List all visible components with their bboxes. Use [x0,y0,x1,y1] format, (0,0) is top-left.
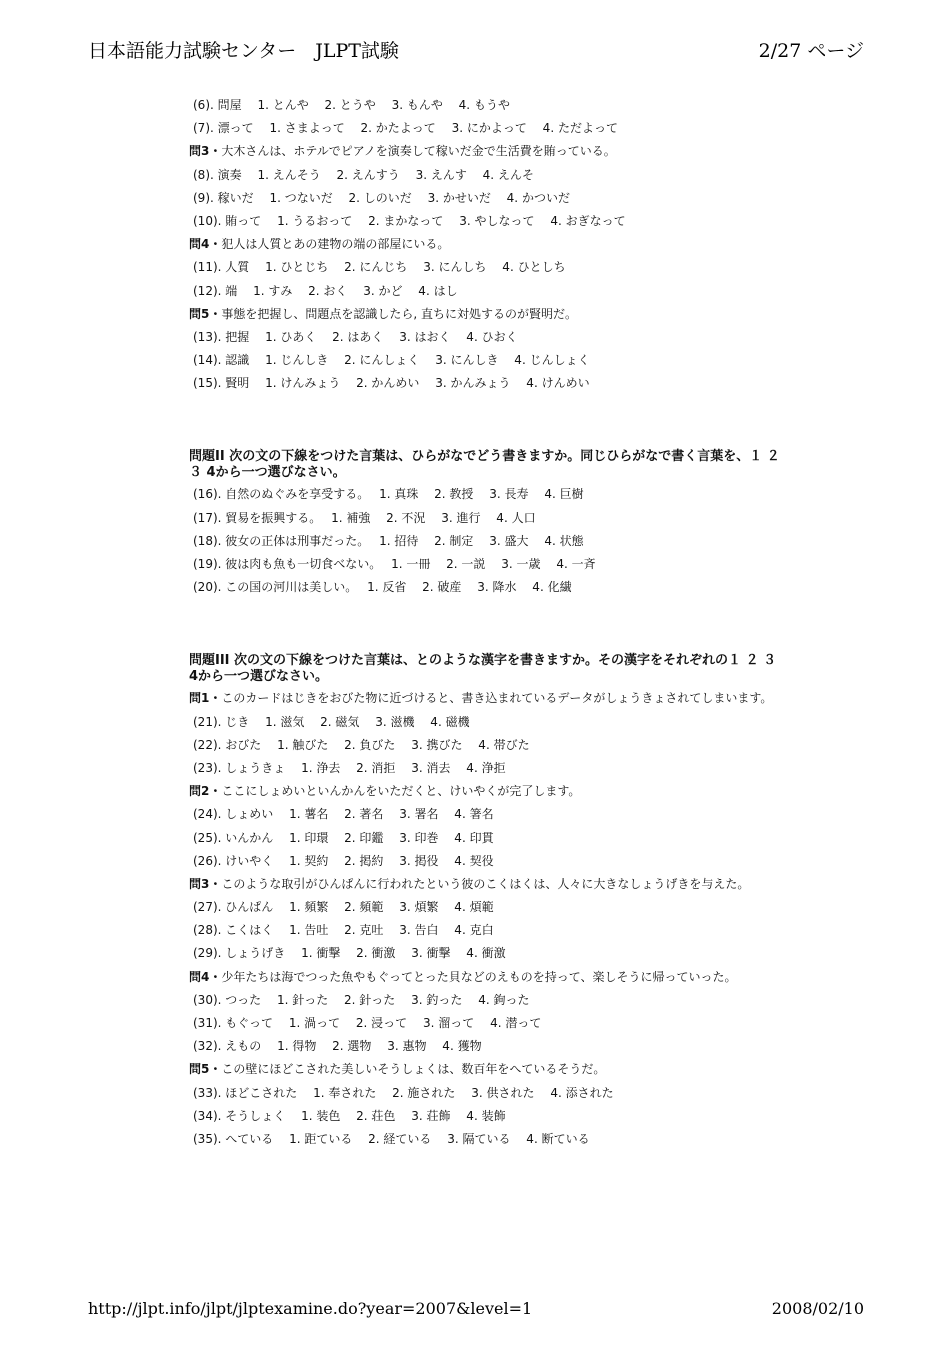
question-stem [189,305,829,328]
footer-url: http://jlpt.info/jlpt/jlptexamine.do?year=2007&level=1 [88,1299,533,1318]
question-item: (10). 賄って 1. うるおって 2. まかなって 3. やしなって 4. おぎなって [193,213,626,228]
stem-text: 大木さんは、ホテルでピアノを演奏して稼いだ金で生活費を賄っている。 [221,144,616,159]
question-item: (21). じき 1. 滋気 2. 磁気 3. 滋機 4. 磁機 [193,714,470,729]
question-item: (24). しょめい 1. 薯名 2. 著名 3. 署名 4. 箸名 [193,807,494,822]
question-item: (23). しょうきょ 1. 浄去 2. 消拒 3. 消去 4. 浄拒 [193,760,506,775]
exam-content [189,96,829,1153]
stem-text: この壁にほどこされた美しいそうしょくは、数百年をへているそうだ。 [221,1062,606,1077]
question-item: (15). 賢明 1. けんみょう 2. かんめい 3. かんみょう 4. けんめい [193,376,590,391]
question-item: (34). そうしょく 1. 装色 2. 荘色 3. 荘飾 4. 装飾 [193,1108,506,1123]
stem-label: 問1・ [189,691,222,706]
question-item: (17). 貿易を振興する。 1. 補強 2. 不況 3. 進行 4. 人口 [193,510,536,525]
question-item: (11). 人質 1. ひとじち 2. にんじち 3. にんしち 4. ひとしち [193,260,566,275]
footer-date: 2008/02/10 [771,1299,864,1318]
stem-label: 問3・ [189,876,222,891]
section-title: 問題II 次の文の下線をつけた言葉は、ひらがなでどう書きますか。同じひらがなで書く言葉を、１ ２ ３ 4から一つ選びなさい。 [189,449,780,481]
stem-text: このような取引がひんぱんに行われたという彼のこくはくは、人々に大きなしょうげきを与えた。 [221,876,750,891]
question-stem [189,968,829,991]
document-title: 日本語能力試験センター JLPT試験 [88,40,399,62]
question-item: (7). 漂って 1. さまよって 2. かたよって 3. にかよって 4. ただよって [193,121,618,136]
stem-text: ここにしょめいといんかんをいただくと、けいやくが完了します。 [221,784,581,799]
question-item: (30). つった 1. 針った 2. 針った 3. 釣った 4. 鉤った [193,992,530,1007]
question-item: (27). ひんぱん 1. 頻繁 2. 頻範 3. 煩繁 4. 煩範 [193,900,494,915]
stem-label: 問2・ [189,784,222,799]
question-item: (6). 問屋 1. とんや 2. とうや 3. もんや 4. もうや [193,98,510,112]
stem-label: 問5・ [189,1062,222,1077]
question-item: (14). 認識 1. じんしき 2. にんしょく 3. にんしき 4. じんしょく [193,353,590,368]
question-item: (32). えもの 1. 得物 2. 選物 3. 惠物 4. 獲物 [193,1039,482,1054]
stem-text: 少年たちは海でつった魚やもぐってとった貝などのえものを持って、楽しそうに帰っていった。 [221,969,737,984]
question-stem [189,235,829,258]
question-item: (9). 稼いだ 1. つないだ 2. しのいだ 3. かせいだ 4. かついだ [193,190,570,205]
question-item: (22). おびた 1. 触びた 2. 負びた 3. 携びた 4. 帯びた [193,737,530,752]
question-item: (16). 自然のぬぐみを享受する。 1. 真珠 2. 教授 3. 長寿 4. 巨樹 [193,487,584,502]
stem-text: このカードはじきをおびた物に近づけると、書き込まれているデータがしょうきょされてしまいます。 [221,691,773,706]
question-item: (25). いんかん 1. 印環 2. 印鑑 3. 印巻 4. 印貫 [193,830,494,845]
question-item: (28). こくはく 1. 告吐 2. 克吐 3. 告白 4. 克白 [193,923,494,938]
question-item: (18). 彼女の正体は刑事だった。 1. 招待 2. 制定 3. 盛大 4. 状態 [193,533,584,548]
stem-label: 問5・ [189,306,222,321]
question-item: (29). しょうげき 1. 衝撃 2. 衝激 3. 衝撃 4. 衝激 [193,946,506,961]
page-number: 2/27 ページ [758,40,864,62]
stem-label: 問4・ [189,969,222,984]
question-item: (8). 演奏 1. えんそう 2. えんすう 3. えんす 4. えんそ [193,167,534,182]
stem-label: 問4・ [189,237,222,252]
question-item: (13). 把握 1. ひあく 2. はあく 3. はおく 4. ひおく [193,329,518,344]
stem-text: 犯人は人質とあの建物の端の部屋にいる。 [221,237,450,252]
question-stem [189,875,829,898]
stem-label: 問3・ [189,144,222,159]
question-stem [189,1060,829,1083]
question-item: (26). けいやく 1. 契約 2. 掲約 3. 掲役 4. 契役 [193,853,494,868]
question-item: (35). へている 1. 距ている 2. 経ている 3. 隔ている 4. 断ている [193,1131,590,1146]
section-title: 問題III 次の文の下線をつけた言葉は、とのような漢字を書きますか。その漢字をそれぞれの１ ２ ３ 4から一つ選びなさい。 [189,653,777,685]
question-item: (12). 端 1. すみ 2. おく 3. かど 4. はし [193,283,458,298]
stem-text: 事態を把握し、問題点を認識したら, 直ちに対処するのが賢明だ。 [221,306,577,321]
question-item: (31). もぐって 1. 渦って 2. 浸って 3. 溜って 4. 潜って [193,1016,542,1030]
question-item: (33). ほどこされた 1. 奉された 2. 施された 3. 供された 4. 添された [193,1085,614,1100]
question-stem [189,142,829,165]
question-item: (19). 彼は肉も魚も一切食べない。 1. 一冊 2. 一説 3. 一歳 4. 一斉 [193,557,596,571]
question-stem [189,689,829,712]
question-item: (20). この国の河川は美しい。 1. 反省 2. 破産 3. 降水 4. 化繊 [193,580,572,595]
question-stem [189,782,829,805]
